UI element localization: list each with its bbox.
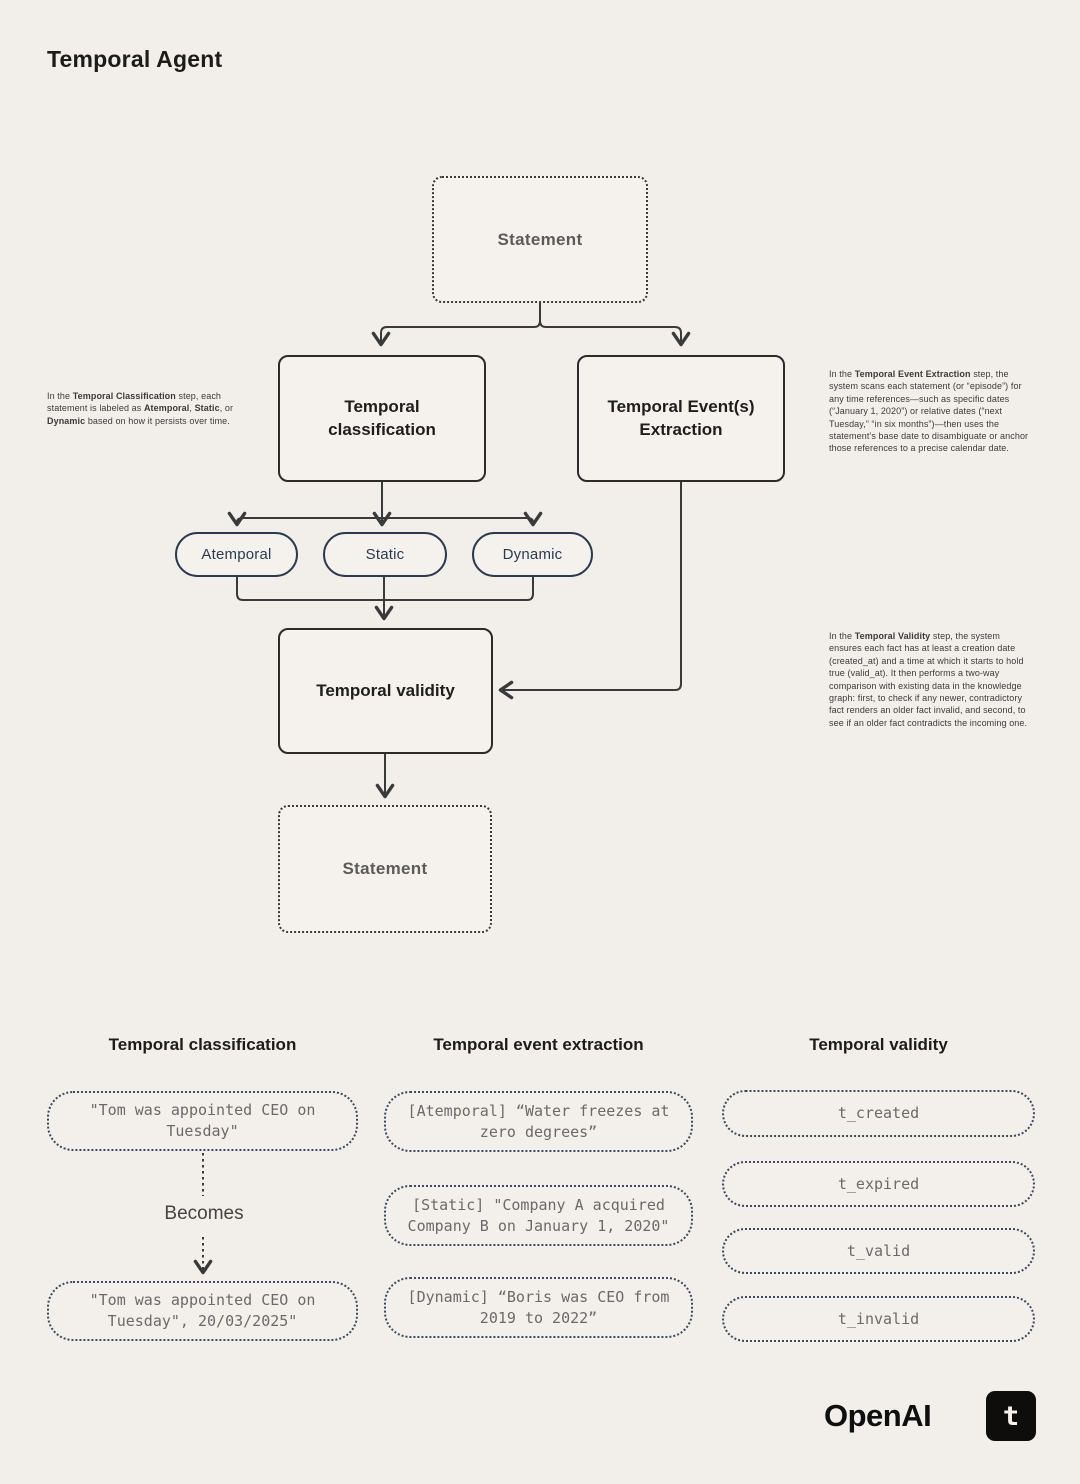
node-atemporal-label: Atemporal xyxy=(201,546,272,563)
node-temporal-event-extraction-label: Temporal Event(s) Extraction xyxy=(607,396,755,439)
column-header-temporal-validity: Temporal validity xyxy=(809,1035,948,1054)
t-logo xyxy=(986,1391,1036,1441)
node-temporal-classification-label: Temporal classification xyxy=(328,396,436,439)
node-static-label: Static xyxy=(365,546,405,563)
node-statement-output-label: Statement xyxy=(342,859,428,878)
wire-extraction-to-validity xyxy=(501,482,681,690)
example-validity-t-expired: t_expired xyxy=(722,1161,1035,1207)
openai-wordmark: OpenAI xyxy=(824,1398,932,1433)
page-title: Temporal Agent xyxy=(47,46,223,72)
node-static xyxy=(323,532,447,577)
node-statement-input-label: Statement xyxy=(497,229,583,249)
wire-statement-to-extraction xyxy=(540,303,681,344)
node-dynamic xyxy=(472,532,593,577)
t-logo-letter: t xyxy=(1002,1400,1020,1432)
node-temporal-classification xyxy=(278,355,486,482)
example-validity-t-invalid: t_invalid xyxy=(722,1296,1035,1342)
becomes-label: Becomes xyxy=(144,1203,264,1225)
example-classification-before: "Tom was appointed CEO on Tuesday" xyxy=(47,1091,358,1151)
node-atemporal xyxy=(175,532,298,577)
node-statement-output xyxy=(278,805,492,933)
annotation-temporal-validity: In the Temporal Validity step, the system ensures each fact has at least a creation date (created_at) and a time at which it starts to hold true (valid_at). It then performs a two-way comparison with existing data in the knowledge graph: first, to check if any newer, contradictory fact renders an older fact invalid, and second, to see if an older fact contradicts the incoming one. xyxy=(829,631,1028,728)
example-validity-t-created: t_created xyxy=(722,1090,1035,1137)
annotation-temporal-classification: In the Temporal Classification step, each statement is labeled as Atemporal, Static, or Dynamic based on how it persists over time. xyxy=(47,391,234,426)
wire-to-atemporal xyxy=(237,518,382,524)
column-header-temporal-classification: Temporal classification xyxy=(108,1035,297,1054)
example-extraction-dynamic: [Dynamic] “Boris was CEO from 2019 to 2022” xyxy=(384,1277,693,1338)
column-header-temporal-event-extraction: Temporal event extraction xyxy=(433,1035,644,1054)
wire-statement-to-classification xyxy=(381,303,540,344)
node-temporal-validity-label: Temporal validity xyxy=(316,680,455,700)
node-statement-input xyxy=(432,176,648,303)
example-extraction-static: [Static] "Company A acquired Company B on January 1, 2020" xyxy=(384,1185,693,1246)
wire-pills-merge xyxy=(237,577,533,600)
wire-to-dynamic xyxy=(382,518,533,524)
node-dynamic-label: Dynamic xyxy=(502,546,563,563)
example-validity-t-valid: t_valid xyxy=(722,1228,1035,1274)
example-extraction-atemporal: [Atemporal] “Water freezes at zero degrees” xyxy=(384,1091,693,1152)
annotation-temporal-event-extraction: In the Temporal Event Extraction step, the system scans each statement (or “episode”) for any time references—such as specific dates (“January 1, 2020”) or relative dates (“next Tuesday,” “in six months”)—then uses the statement’s base date to disambiguate or anchor those references to a precise calendar date. xyxy=(829,369,1029,454)
node-temporal-event-extraction xyxy=(577,355,785,482)
example-classification-after: "Tom was appointed CEO on Tuesday", 20/03/2025" xyxy=(47,1281,358,1341)
node-temporal-validity xyxy=(278,628,493,754)
